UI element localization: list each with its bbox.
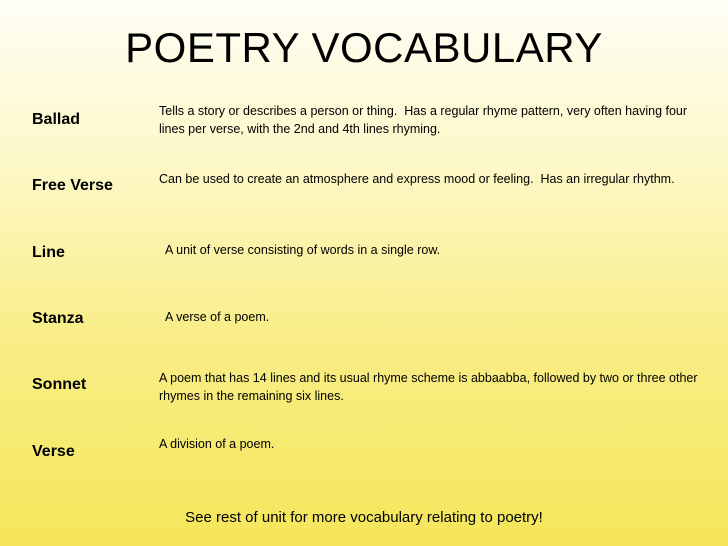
- term-free-verse: Free Verse: [32, 177, 113, 194]
- term-stanza: Stanza: [32, 310, 84, 327]
- definition-stanza: A verse of a poem.: [165, 310, 270, 324]
- footer-note: See rest of unit for more vocabulary relating to poetry!: [185, 509, 543, 526]
- definition-verse: A division of a poem.: [159, 437, 275, 451]
- definition-sonnet: A poem that has 14 lines and its usual rhyme scheme is abbaabba, followed by two or three other rhymes in the remaining six lines.: [159, 371, 701, 403]
- term-verse: Verse: [32, 443, 75, 460]
- definition-free-verse: Can be used to create an atmosphere and express mood or feeling. Has an irregular rhythm.: [159, 172, 675, 186]
- definition-ballad: Tells a story or describes a person or thing. Has a regular rhyme pattern, very often having four lines per verse, with the 2nd and 4th lines rhyming.: [159, 104, 691, 136]
- term-line: Line: [32, 244, 65, 261]
- term-ballad: Ballad: [32, 111, 81, 128]
- page-title: POETRY VOCABULARY: [125, 24, 603, 71]
- definition-line: A unit of verse consisting of words in a single row.: [165, 243, 441, 257]
- term-sonnet: Sonnet: [32, 376, 87, 393]
